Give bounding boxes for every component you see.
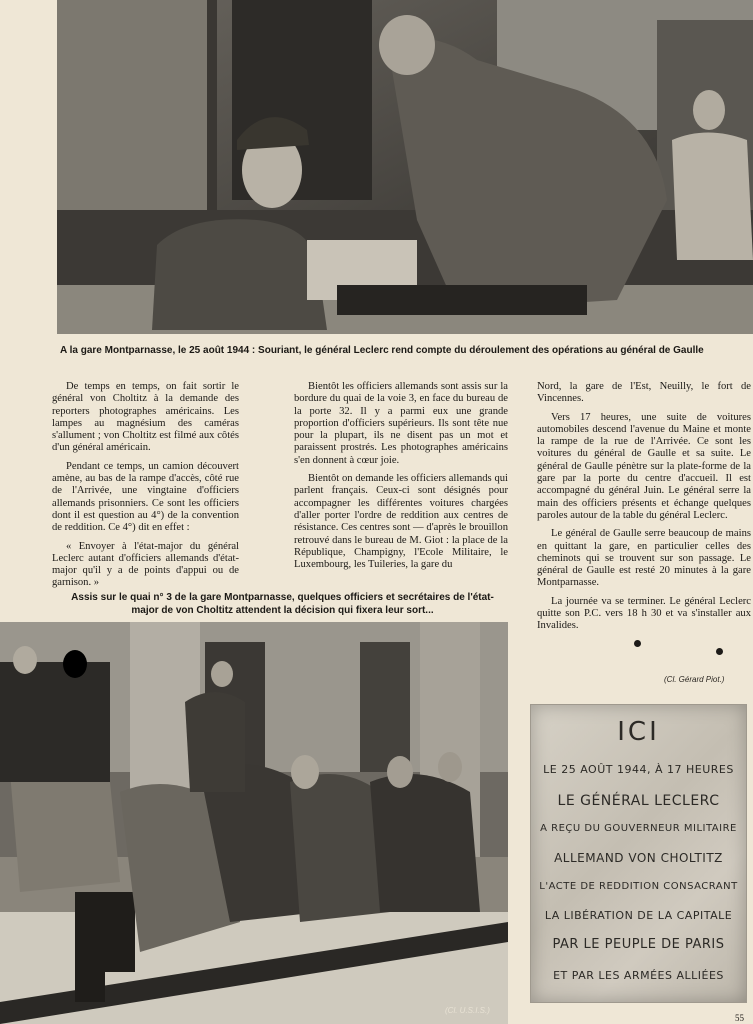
paragraph: Pendant ce temps, un camion découvert amène, au bas de la rampe d'accès, côté rue de l'Arrivée, une vingtaine d'officiers allemands prisonniers. Ce sont les officiers dont il est question au 4°) de la convention de reddition. Ce 4°) dit en effet : — [52, 460, 239, 534]
bullet-dot — [634, 640, 641, 647]
paragraph: Le général de Gaulle serre beaucoup de mains en quittant la gare, en particulier celles des cheminots qui se trouvent sur son passage. Le général de Gaulle est resté 20 minutes à la gare Montparnasse. — [537, 528, 751, 589]
plaque-line: A REÇU DU GOUVERNEUR MILITAIRE — [540, 823, 737, 834]
bullet-dot — [716, 648, 723, 655]
text-column-2 — [294, 381, 508, 577]
page-number: 55 — [735, 1013, 744, 1023]
paragraph: « Envoyer à l'état-major du général Leclerc autant d'officiers allemands d'état-major qu'il y a de points d'appui ou de garnison. » — [52, 540, 239, 589]
text-column-1 — [52, 381, 239, 596]
paragraph: Bientôt on demande les officiers allemands qui parlent français. Ceux-ci sont désignés pour accompagner les différentes voitures chargées d'aller porter l'ordre de reddition aux centres de résistance. Ces centres sont — d'après le brouillon retrouvé dans le bureau de M. Giot : la place de la République, Champigny, l'Ecole Militaire, le Luxembourg, les Tuileries, la gare du — [294, 473, 508, 571]
paragraph: Bientôt les officiers allemands sont assis sur la bordure du quai de la voie 3, en face du bureau de la porte 32. Il y a parmi eux une grande proportion d'officiers supérieurs. Ils sont tête nue pour la plupart, ils ne disent pas un mot et paraissent prostrés. Les photographes américains s'en donnent à cœur joie. — [294, 381, 508, 466]
plaque-line: ET PAR LES ARMÉES ALLIÉES — [553, 969, 724, 982]
paragraph: Vers 17 heures, une suite de voitures automobiles descend l'avenue du Maine et monte la rampe de la rue de l'Arrivée. Ce sont les voitures du général de Gaulle et sa suite. Le général de Gaulle pénètre sur la plate-forme de la gare par la porte du centre d'accueil. Il est accompagné du général Juin. Le général serre la main des officiers présents et échange quelques paroles autour de la table du général Leclerc. — [537, 411, 751, 521]
paragraph: Nord, la gare de l'Est, Neuilly, le fort de Vincennes. — [537, 381, 751, 405]
plaque-line: ALLEMAND VON CHOLTITZ — [554, 851, 723, 865]
commemorative-plaque — [530, 704, 747, 1003]
plaque-line: L'ACTE DE REDDITION CONSACRANT — [539, 881, 738, 892]
plaque-line: LE 25 AOÛT 1944, À 17 HEURES — [543, 763, 734, 776]
plaque-line: LA LIBÉRATION DE LA CAPITALE — [544, 909, 733, 922]
plaque-line: PAR LE PEUPLE DE PARIS — [552, 937, 725, 952]
plaque-line: ICI — [617, 717, 660, 747]
paragraph: De temps en temps, on fait sortir le général von Choltitz à la demande des reporters photographes américains. Les lampes au magnésium des caméras s'allument ; von Choltitz est filmé aux côtés d'un général américain. — [52, 381, 239, 454]
plaque-line: LE GÉNÉRAL LECLERC — [557, 793, 720, 809]
text-column-3 — [537, 381, 751, 639]
photo-credit-usis: (Cl. U.S.I.S.) — [445, 1006, 490, 1015]
bottom-photo-german-officers — [0, 622, 508, 1024]
bottom-photo-caption: Assis sur le quai n° 3 de la gare Montparnasse, quelques officiers et secrétaires de l'état-major de von Choltitz attendent la décision qui fixera leur sort... — [71, 592, 494, 616]
top-photo-caption: A la gare Montparnasse, le 25 août 1944 : Souriant, le général Leclerc rend compte du déroulement des opérations au général de Gaulle — [60, 345, 704, 356]
photo-credit-piot: (Cl. Gérard Piot.) — [664, 675, 725, 684]
paragraph: La journée va se terminer. Le général Leclerc quitte son P.C. vers 18 h 30 et va s'installer aux Invalides. — [537, 595, 751, 632]
top-photo-leclerc-de-gaulle — [57, 0, 753, 334]
